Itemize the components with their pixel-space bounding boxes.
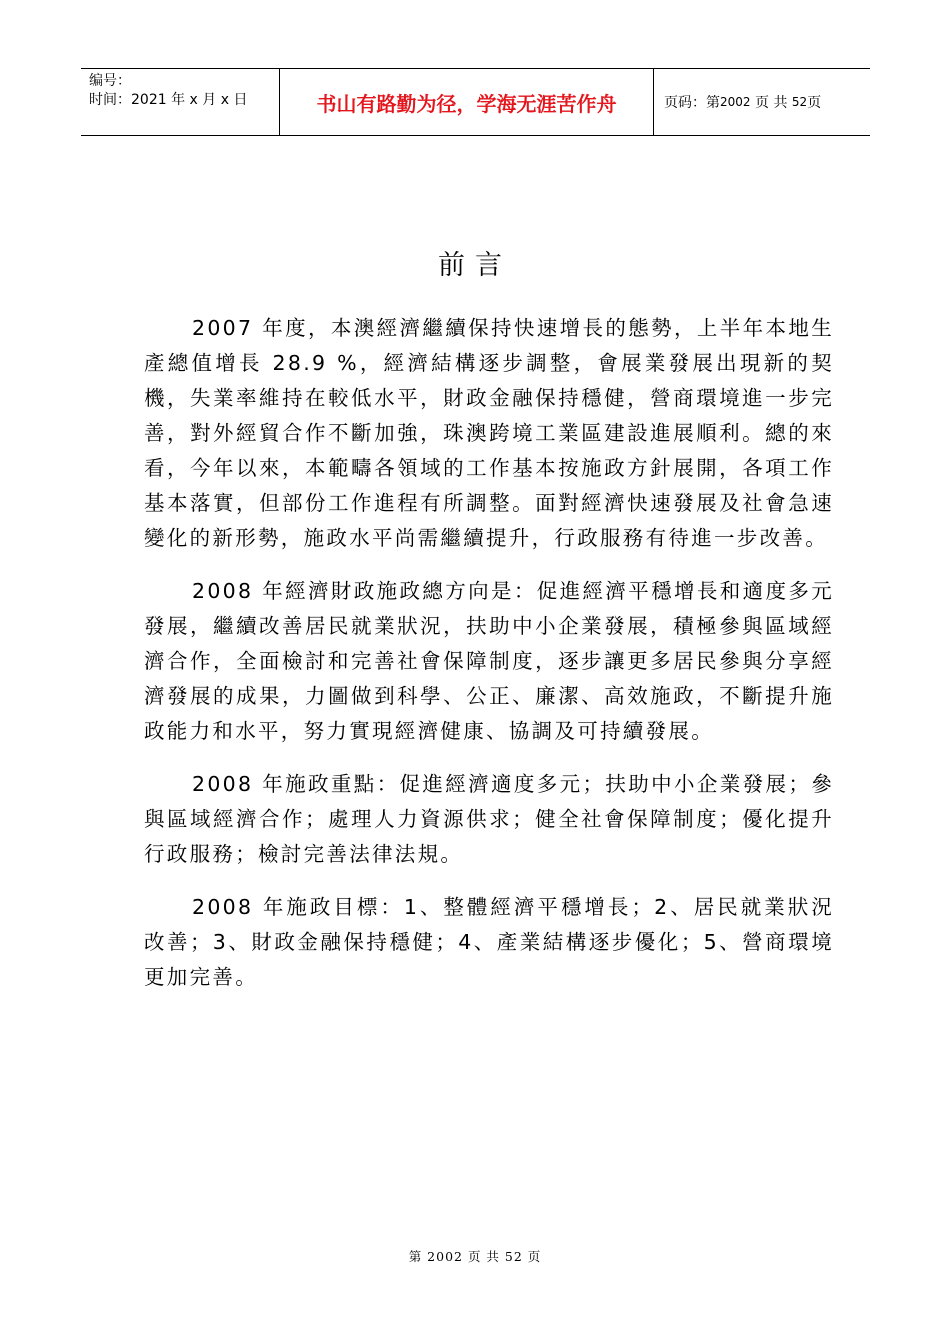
document-body xyxy=(144,311,834,1013)
paragraph-2: 2008 年經濟財政施政總方向是：促進經濟平穩增長和適度多元發展，繼續改善居民就業狀況，扶助中小企業發展，積極參與區域經濟合作，全面檢討和完善社會保障制度，逐步讓更多居民參與分享經濟發展的成果，力圖做到科學、公正、廉潔、高效施政，不斷提升施政能力和水平，努力實現經濟健康、協調及可持續發展。 xyxy=(144,579,834,743)
page-info-current: 2002 xyxy=(720,95,751,109)
paragraph-3: 2008 年施政重點：促進經濟適度多元；扶助中小企業發展；參與區域經濟合作；處理人力資源供求；健全社會保障制度；優化提升行政服務；檢討完善法律法規。 xyxy=(144,772,834,866)
paragraph-1: 2007 年度，本澳經濟繼續保持快速增長的態勢，上半年本地生產總值增長 28.9 %，經濟結構逐步調整，會展業發展出現新的契機，失業率維持在較低水平，財政金融保持穩健，營商環境進一步完善，對外經貿合作不斷加強，珠澳跨境工業區建設進展順利。總的來看，今年以來，本範疇各領域的工作基本按施政方針展開，各項工作基本落實，但部份工作進程有所調整。面對經濟快速發展及社會急速變化的新形勢，施政水平尚需繼續提升，行政服務有待進一步改善。 xyxy=(144,316,834,550)
page-info-prefix: 页码：第 xyxy=(664,95,720,111)
header-page-info xyxy=(654,69,870,135)
paragraph-4: 2008 年施政目標：1、整體經濟平穩增長；2、居民就業狀況改善；3、財政金融保持穩健；4、產業結構逐步優化；5、營商環境更加完善。 xyxy=(144,895,834,989)
serial-label: 编号： xyxy=(89,73,131,89)
header-meta xyxy=(81,69,280,135)
page-info-total: 52 xyxy=(791,95,808,109)
page-info-mid: 页 共 xyxy=(755,95,788,111)
date-line: 时间：2021 年 x 月 x 日 xyxy=(89,92,248,108)
header-motto: 书山有路勤为径，学海无涯苦作舟 xyxy=(280,69,654,135)
page-header xyxy=(81,68,870,136)
document-title: 前言 xyxy=(438,250,512,281)
page-footer: 第 2002 页 共 52 页 xyxy=(408,1249,542,1264)
page-info-suffix: 页 xyxy=(807,95,822,111)
